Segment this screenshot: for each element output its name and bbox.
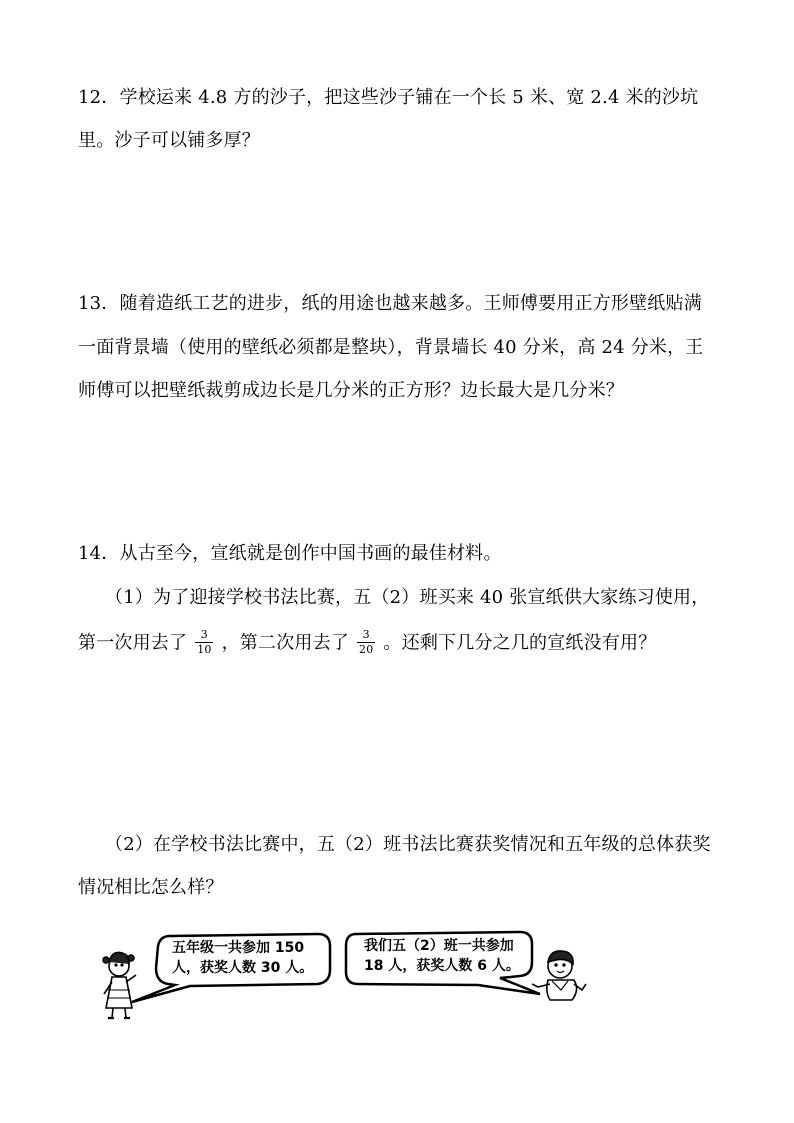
q14-part2-line1: （2）在学校书法比赛中，五（2）班书法比赛获奖情况和五年级的总体获奖	[105, 834, 711, 855]
q12-text-line1: 12．学校运来 4.8 方的沙子，把这些沙子铺在一个长 5 米、宽 2.4 米的沙坑	[78, 87, 699, 108]
q14-part2-line2: 情况相比怎么样？	[78, 877, 224, 898]
q14-part1-line2-c: 。还剩下几分之几的宣纸没有用？	[383, 632, 657, 654]
q14-part1-line2-b: ，第二次用去了	[221, 632, 350, 654]
q14-text-line1: 14．从古至今，宣纸就是创作中国书画的最佳材料。	[78, 543, 502, 564]
q13-text-line2: 一面背景墙（使用的壁纸必须都是整块），背景墙长 40 分米，高 24 分米，王	[78, 337, 704, 358]
bubble-left-line1: 五年级一共参加 150	[172, 940, 305, 956]
q13-text-line1: 13．随着造纸工艺的进步，纸的用途也越来越多。王师傅要用正方形壁纸贴满	[78, 293, 702, 314]
fraction2-denominator: 20	[359, 643, 374, 656]
fraction2-numerator: 3	[362, 628, 370, 641]
fraction1-numerator: 3	[200, 628, 208, 641]
q12-text-line2: 里。沙子可以铺多厚？	[78, 130, 260, 151]
fraction1-denominator: 10	[197, 643, 212, 656]
girl-figure-icon	[103, 952, 136, 1018]
bubble-right-line1: 我们五（2）班一共参加	[364, 938, 514, 954]
bubble-left-line2: 人，获奖人数 30 人。	[172, 960, 314, 976]
q14-part1-line1: （1）为了迎接学校书法比赛，五（2）班买来 40 张宣纸供大家练习使用，	[105, 587, 710, 608]
boy-figure-icon	[532, 951, 586, 1000]
q14-part1-line2-a: 第一次用去了	[78, 632, 188, 654]
bubble-right-line2: 18 人，获奖人数 6 人。	[364, 958, 520, 974]
q13-text-line3: 师傅可以把壁纸裁剪成边长是几分米的正方形？边长最大是几分米？	[78, 380, 624, 401]
